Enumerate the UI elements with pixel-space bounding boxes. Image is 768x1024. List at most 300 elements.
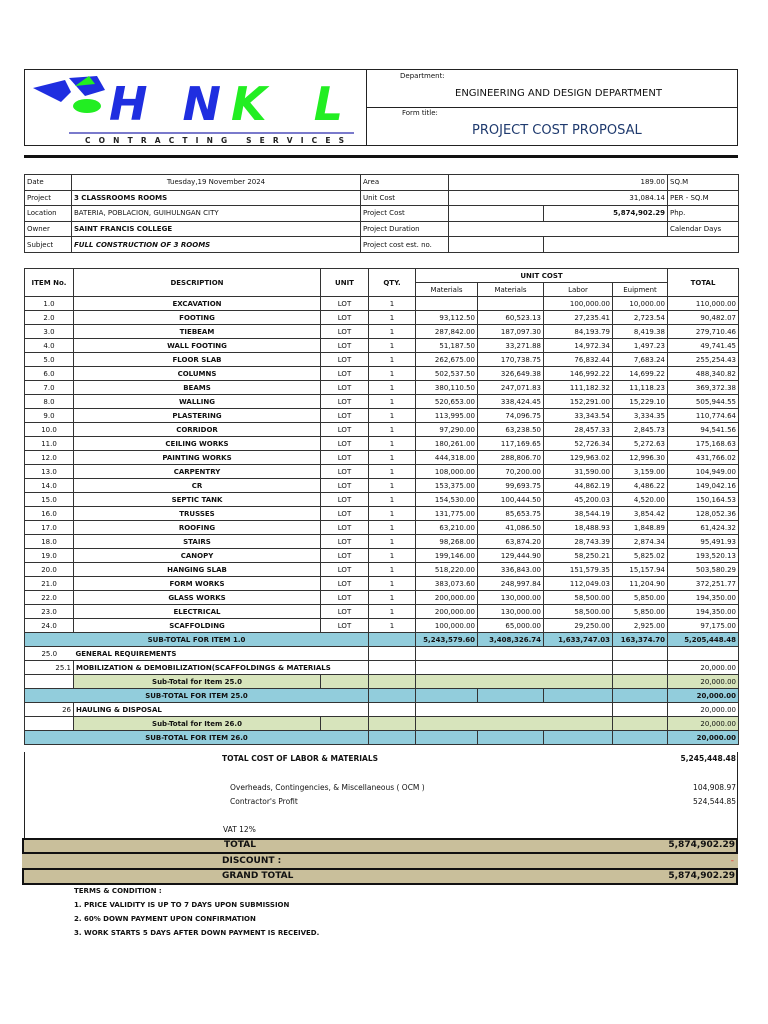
cell-labor: 38,544.19	[544, 507, 613, 521]
cell-unit: LOT	[321, 619, 369, 633]
cell-item-no: 3.0	[25, 325, 74, 339]
cell-item-no: 24.0	[25, 619, 74, 633]
cell-unit: LOT	[321, 563, 369, 577]
cell-materials-1	[416, 297, 478, 311]
cell-unit: LOT	[321, 353, 369, 367]
cell-qty: 1	[369, 353, 416, 367]
cell-materials-2: 248,997.84	[478, 577, 544, 591]
cell-labor: 29,250.00	[544, 619, 613, 633]
unit-cost-label: Unit Cost	[361, 190, 449, 206]
cell-equipment: 3,854.42	[613, 507, 668, 521]
cell-materials-1: 287,842.00	[416, 325, 478, 339]
cell-item-no: 7.0	[25, 381, 74, 395]
cell-description: CR	[74, 479, 321, 493]
cell-total: 503,580.29	[668, 563, 739, 577]
haul-label: HAULING & DISPOSAL	[74, 703, 369, 717]
table-row	[25, 535, 739, 549]
cell-equipment: 15,229.10	[613, 395, 668, 409]
cell-equipment: 2,723.54	[613, 311, 668, 325]
profit-value: 524,544.85	[693, 797, 736, 806]
cell-qty: 1	[369, 521, 416, 535]
cell-description: BEAMS	[74, 381, 321, 395]
cell-unit: LOT	[321, 381, 369, 395]
cell-labor: 33,343.54	[544, 409, 613, 423]
duration-unit: Calendar Days	[668, 221, 739, 237]
cell-materials-1: 200,000.00	[416, 591, 478, 605]
cell-equipment: 1,497.23	[613, 339, 668, 353]
cell-item-no: 21.0	[25, 577, 74, 591]
cell-description: TIEBEAM	[74, 325, 321, 339]
table-row	[25, 521, 739, 535]
cell-labor: 58,250.21	[544, 549, 613, 563]
logo	[25, 70, 366, 145]
cell-qty: 1	[369, 437, 416, 451]
header-unit: UNIT	[321, 269, 369, 297]
hnkl-logo-icon	[25, 70, 366, 145]
cell-materials-2: 117,169.65	[478, 437, 544, 451]
cell-item-no: 2.0	[25, 311, 74, 325]
subject-value: FULL CONSTRUCTION OF 3 ROOMS	[72, 237, 361, 253]
cell-labor: 28,743.39	[544, 535, 613, 549]
department-label: Department:	[400, 72, 445, 80]
cell-materials-2	[478, 297, 544, 311]
cell-unit: LOT	[321, 367, 369, 381]
cell-unit: LOT	[321, 479, 369, 493]
cell-total: 150,164.53	[668, 493, 739, 507]
cell-equipment: 3,159.00	[613, 465, 668, 479]
cell-materials-1: 180,261.00	[416, 437, 478, 451]
cell-materials-2: 99,693.75	[478, 479, 544, 493]
gen-req-label: GENERAL REQUIREMENTS	[74, 647, 369, 661]
cell-unit: LOT	[321, 325, 369, 339]
cell-description: GLASS WORKS	[74, 591, 321, 605]
total-cost-label: TOTAL COST OF LABOR & MATERIALS	[222, 754, 379, 763]
cell-description: SCAFFOLDING	[74, 619, 321, 633]
cell-materials-1: 200,000.00	[416, 605, 478, 619]
cell-materials-2: 41,086.50	[478, 521, 544, 535]
vat-label: VAT 12%	[223, 825, 256, 834]
cell-equipment: 1,848.89	[613, 521, 668, 535]
profit-label: Contractor's Profit	[230, 797, 298, 806]
table-row	[25, 451, 739, 465]
divider	[24, 155, 738, 158]
subtotal-1-materials-2: 3,408,326.74	[478, 633, 544, 647]
cell-materials-2: 63,874.20	[478, 535, 544, 549]
discount-label: DISCOUNT :	[222, 856, 282, 866]
cost-table	[24, 268, 739, 745]
cell-unit: LOT	[321, 549, 369, 563]
cell-item-no: 20.0	[25, 563, 74, 577]
cell-description: FOOTING	[74, 311, 321, 325]
cell-unit: LOT	[321, 535, 369, 549]
cell-materials-1: 51,187.50	[416, 339, 478, 353]
cell-equipment: 5,850.00	[613, 605, 668, 619]
cell-unit: LOT	[321, 311, 369, 325]
cell-description: WALL FOOTING	[74, 339, 321, 353]
sub25b-total: 20,000.00	[668, 689, 739, 703]
cell-total: 110,774.64	[668, 409, 739, 423]
area-label: Area	[361, 175, 449, 191]
cell-description: FORM WORKS	[74, 577, 321, 591]
table-row	[25, 311, 739, 325]
cell-description: ELECTRICAL	[74, 605, 321, 619]
term-item: 1. PRICE VALIDITY IS UP TO 7 DAYS UPON SUBMISSION	[74, 901, 290, 909]
cell-labor: 152,291.00	[544, 395, 613, 409]
sub25b-label: SUB-TOTAL FOR ITEM 25.0	[25, 689, 369, 703]
cell-equipment: 4,520.00	[613, 493, 668, 507]
sub25a-label: Sub-Total for Item 25.0	[74, 675, 321, 689]
cell-unit: LOT	[321, 605, 369, 619]
cell-total: 97,175.00	[668, 619, 739, 633]
cell-materials-1: 262,675.00	[416, 353, 478, 367]
cell-labor: 146,992.22	[544, 367, 613, 381]
table-row	[25, 619, 739, 633]
cell-unit: LOT	[321, 451, 369, 465]
cell-materials-2: 336,843.00	[478, 563, 544, 577]
cell-total: 104,949.00	[668, 465, 739, 479]
cell-qty: 1	[369, 465, 416, 479]
table-row	[25, 339, 739, 353]
cell-qty: 1	[369, 381, 416, 395]
cell-item-no: 19.0	[25, 549, 74, 563]
cell-materials-1: 154,530.00	[416, 493, 478, 507]
header-qty: QTY.	[369, 269, 416, 297]
form-title: PROJECT COST PROPOSAL	[472, 123, 642, 138]
ocm-value: 104,908.97	[693, 783, 736, 792]
cell-qty: 1	[369, 549, 416, 563]
cell-total: 369,372.38	[668, 381, 739, 395]
cell-qty: 1	[369, 563, 416, 577]
cell-materials-1: 444,318.00	[416, 451, 478, 465]
cell-labor: 112,049.03	[544, 577, 613, 591]
cell-description: HANGING SLAB	[74, 563, 321, 577]
cell-materials-1: 199,146.00	[416, 549, 478, 563]
cell-labor: 14,972.34	[544, 339, 613, 353]
location-label: Location	[25, 206, 72, 222]
cell-total: 255,254.43	[668, 353, 739, 367]
header-materials-1: Materials	[416, 283, 478, 297]
cell-materials-2: 130,000.00	[478, 605, 544, 619]
table-row	[25, 437, 739, 451]
cell-item-no: 5.0	[25, 353, 74, 367]
header-item-no: ITEM No.	[25, 269, 74, 297]
cell-item-no: 14.0	[25, 479, 74, 493]
cell-equipment: 5,850.00	[613, 591, 668, 605]
project-info-table	[24, 174, 739, 253]
cell-qty: 1	[369, 605, 416, 619]
cell-description: CEILING WORKS	[74, 437, 321, 451]
cell-labor: 111,182.32	[544, 381, 613, 395]
cell-labor: 151,579.35	[544, 563, 613, 577]
sub26a-total: 20,000.00	[668, 717, 739, 731]
header-labor: Labor	[544, 283, 613, 297]
cell-total: 90,482.07	[668, 311, 739, 325]
cell-total: 488,340.82	[668, 367, 739, 381]
cell-item-no: 13.0	[25, 465, 74, 479]
cell-item-no: 8.0	[25, 395, 74, 409]
mob-no: 25.1	[25, 661, 74, 675]
cell-materials-2: 288,806.70	[478, 451, 544, 465]
mob-total: 20,000.00	[668, 661, 739, 675]
project-cost-value: 5,874,902.29	[544, 206, 668, 222]
cell-total: 94,541.56	[668, 423, 739, 437]
cell-equipment: 7,683.24	[613, 353, 668, 367]
date-value: Tuesday,19 November 2024	[72, 175, 361, 191]
cell-materials-2: 60,523.13	[478, 311, 544, 325]
cell-total: 49,741.45	[668, 339, 739, 353]
cell-materials-2: 74,096.75	[478, 409, 544, 423]
cell-materials-2: 33,271.88	[478, 339, 544, 353]
total-row	[22, 838, 738, 854]
cell-qty: 1	[369, 507, 416, 521]
table-row	[25, 563, 739, 577]
table-row	[25, 479, 739, 493]
cell-total: 61,424.32	[668, 521, 739, 535]
subtotal-1-equipment: 163,374.70	[613, 633, 668, 647]
cell-materials-1: 153,375.00	[416, 479, 478, 493]
table-row	[25, 549, 739, 563]
cell-materials-2: 247,071.83	[478, 381, 544, 395]
form-title-label: Form title:	[402, 109, 438, 117]
subtotal-1-total: 5,205,448.48	[668, 633, 739, 647]
area-value: 189.00	[449, 175, 668, 191]
svg-text:KL: KL	[231, 77, 343, 131]
term-item: 3. WORK STARTS 5 DAYS AFTER DOWN PAYMENT IS RECEIVED.	[74, 929, 320, 937]
cell-equipment: 3,334.35	[613, 409, 668, 423]
cell-description: WALLING	[74, 395, 321, 409]
cell-materials-1: 518,220.00	[416, 563, 478, 577]
cell-materials-2: 85,653.75	[478, 507, 544, 521]
cell-qty: 1	[369, 325, 416, 339]
summary-box	[24, 752, 738, 840]
terms-title: TERMS & CONDITION :	[74, 887, 162, 895]
cell-item-no: 6.0	[25, 367, 74, 381]
cell-unit: LOT	[321, 339, 369, 353]
header-total: TOTAL	[668, 269, 739, 297]
project-value: 3 CLASSROOMS ROOMS	[72, 190, 361, 206]
cell-materials-2: 70,200.00	[478, 465, 544, 479]
cell-unit: LOT	[321, 423, 369, 437]
date-label: Date	[25, 175, 72, 191]
cell-materials-1: 93,112.50	[416, 311, 478, 325]
cell-materials-1: 131,775.00	[416, 507, 478, 521]
cell-description: ROOFING	[74, 521, 321, 535]
cell-materials-1: 520,653.00	[416, 395, 478, 409]
cell-materials-2: 100,444.50	[478, 493, 544, 507]
cell-unit: LOT	[321, 437, 369, 451]
cell-qty: 1	[369, 619, 416, 633]
cell-description: SEPTIC TANK	[74, 493, 321, 507]
cell-qty: 1	[369, 577, 416, 591]
cell-materials-2: 130,000.00	[478, 591, 544, 605]
table-row	[25, 395, 739, 409]
cell-unit: LOT	[321, 297, 369, 311]
cell-materials-1: 502,537.50	[416, 367, 478, 381]
term-item: 2. 60% DOWN PAYMENT UPON CONFIRMATION	[74, 915, 256, 923]
cell-labor: 27,235.41	[544, 311, 613, 325]
cell-description: CORRIDOR	[74, 423, 321, 437]
sub26b-label: SUB-TOTAL FOR ITEM 26.0	[25, 731, 369, 745]
table-row	[25, 577, 739, 591]
cell-description: CANOPY	[74, 549, 321, 563]
subtotal-1-materials-1: 5,243,579.60	[416, 633, 478, 647]
cell-description: TRUSSES	[74, 507, 321, 521]
cell-qty: 1	[369, 535, 416, 549]
department-name: ENGINEERING AND DESIGN DEPARTMENT	[455, 88, 662, 99]
cell-labor: 129,963.02	[544, 451, 613, 465]
table-row	[25, 381, 739, 395]
cell-qty: 1	[369, 591, 416, 605]
owner-label: Owner	[25, 221, 72, 237]
sub26a-label: Sub-Total for Item 26.0	[74, 717, 321, 731]
table-row	[25, 465, 739, 479]
cell-total: 279,710.46	[668, 325, 739, 339]
cell-materials-1: 98,268.00	[416, 535, 478, 549]
cell-total: 95,491.93	[668, 535, 739, 549]
table-row	[25, 409, 739, 423]
cell-item-no: 4.0	[25, 339, 74, 353]
cell-description: PAINTING WORKS	[74, 451, 321, 465]
cell-materials-2: 65,000.00	[478, 619, 544, 633]
cell-qty: 1	[369, 395, 416, 409]
cell-qty: 1	[369, 339, 416, 353]
cell-labor: 52,726.34	[544, 437, 613, 451]
cell-materials-1: 108,000.00	[416, 465, 478, 479]
table-row	[25, 591, 739, 605]
cell-total: 431,766.02	[668, 451, 739, 465]
cell-labor: 100,000.00	[544, 297, 613, 311]
cell-item-no: 11.0	[25, 437, 74, 451]
unit-cost-unit: PER - SQ.M	[668, 190, 739, 206]
cell-description: EXCAVATION	[74, 297, 321, 311]
gen-req-no: 25.0	[25, 647, 74, 661]
cell-materials-2: 338,424.45	[478, 395, 544, 409]
cell-item-no: 18.0	[25, 535, 74, 549]
project-label: Project	[25, 190, 72, 206]
cell-unit: LOT	[321, 465, 369, 479]
cell-materials-2: 63,238.50	[478, 423, 544, 437]
grand-total-value: 5,874,902.29	[668, 871, 735, 881]
cell-description: PLASTERING	[74, 409, 321, 423]
cell-labor: 58,500.00	[544, 605, 613, 619]
cell-qty: 1	[369, 423, 416, 437]
grand-total-row	[22, 868, 738, 885]
cell-labor: 28,457.33	[544, 423, 613, 437]
cell-unit: LOT	[321, 591, 369, 605]
grand-total-label: GRAND TOTAL	[222, 871, 294, 881]
cell-materials-2: 129,444.90	[478, 549, 544, 563]
total-label: TOTAL	[224, 840, 256, 850]
duration-label: Project Duration	[361, 221, 449, 237]
cell-description: FLOOR SLAB	[74, 353, 321, 367]
cell-total: 505,944.55	[668, 395, 739, 409]
cell-labor: 76,832.44	[544, 353, 613, 367]
cell-equipment: 8,419.38	[613, 325, 668, 339]
cell-qty: 1	[369, 297, 416, 311]
cell-labor: 31,590.00	[544, 465, 613, 479]
cell-materials-1: 97,290.00	[416, 423, 478, 437]
subtotal-1-label: SUB-TOTAL FOR ITEM 1.0	[25, 633, 369, 647]
table-row	[25, 423, 739, 437]
header-description: DESCRIPTION	[74, 269, 321, 297]
svg-text:CONTRACTING SERVICES: CONTRACTING SERVICES	[85, 136, 350, 145]
cell-equipment: 2,845.73	[613, 423, 668, 437]
haul-total: 20,000.00	[668, 703, 739, 717]
cell-materials-2: 187,097.30	[478, 325, 544, 339]
cell-description: CARPENTRY	[74, 465, 321, 479]
cell-qty: 1	[369, 367, 416, 381]
header-unit-cost: UNIT COST	[416, 269, 668, 283]
cell-qty: 1	[369, 479, 416, 493]
cell-materials-1: 63,210.00	[416, 521, 478, 535]
cell-unit: LOT	[321, 507, 369, 521]
cell-description: STAIRS	[74, 535, 321, 549]
project-cost-label: Project Cost	[361, 206, 449, 222]
table-row	[25, 367, 739, 381]
cell-materials-1: 113,995.00	[416, 409, 478, 423]
cell-equipment: 15,157.94	[613, 563, 668, 577]
cell-qty: 1	[369, 493, 416, 507]
location-value: BATERIA, POBLACION, GUIHULNGAN CITY	[72, 206, 361, 222]
cell-equipment: 11,204.90	[613, 577, 668, 591]
cell-unit: LOT	[321, 521, 369, 535]
header-materials-2: Materials	[478, 283, 544, 297]
cell-qty: 1	[369, 311, 416, 325]
cell-qty: 1	[369, 409, 416, 423]
cell-equipment: 5,825.02	[613, 549, 668, 563]
cell-total: 149,042.16	[668, 479, 739, 493]
table-row	[25, 353, 739, 367]
ocm-label: Overheads, Contingencies, & Miscellaneous ( OCM )	[230, 783, 425, 792]
table-row	[25, 493, 739, 507]
project-cost-unit: Php.	[668, 206, 739, 222]
cell-item-no: 10.0	[25, 423, 74, 437]
total-cost-value: 5,245,448.48	[680, 754, 736, 763]
cell-equipment: 11,118.23	[613, 381, 668, 395]
sub25a-total: 20,000.00	[668, 675, 739, 689]
cell-item-no: 22.0	[25, 591, 74, 605]
total-value: 5,874,902.29	[668, 840, 735, 850]
cell-labor: 44,862.19	[544, 479, 613, 493]
cell-qty: 1	[369, 451, 416, 465]
cell-labor: 45,200.03	[544, 493, 613, 507]
svg-text:HN: HN	[109, 77, 221, 131]
cell-materials-2: 170,738.75	[478, 353, 544, 367]
header-equipment: Euipment	[613, 283, 668, 297]
cell-labor: 18,488.93	[544, 521, 613, 535]
cell-item-no: 9.0	[25, 409, 74, 423]
cell-item-no: 15.0	[25, 493, 74, 507]
table-row	[25, 325, 739, 339]
owner-value: SAINT FRANCIS COLLEGE	[72, 221, 361, 237]
cell-materials-1: 100,000.00	[416, 619, 478, 633]
cell-item-no: 12.0	[25, 451, 74, 465]
table-row	[25, 297, 739, 311]
discount-row	[22, 854, 738, 869]
cell-total: 194,350.00	[668, 605, 739, 619]
cell-item-no: 23.0	[25, 605, 74, 619]
cell-equipment: 14,699.22	[613, 367, 668, 381]
cell-item-no: 17.0	[25, 521, 74, 535]
cell-materials-1: 380,110.50	[416, 381, 478, 395]
haul-no: 26	[25, 703, 74, 717]
cell-equipment: 10,000.00	[613, 297, 668, 311]
cell-item-no: 16.0	[25, 507, 74, 521]
mob-label: MOBILIZATION & DEMOBILIZATION(SCAFFOLDINGS & MATERIALS	[74, 661, 369, 675]
sub26b-total: 20,000.00	[668, 731, 739, 745]
area-unit: SQ.M	[668, 175, 739, 191]
cell-unit: LOT	[321, 395, 369, 409]
